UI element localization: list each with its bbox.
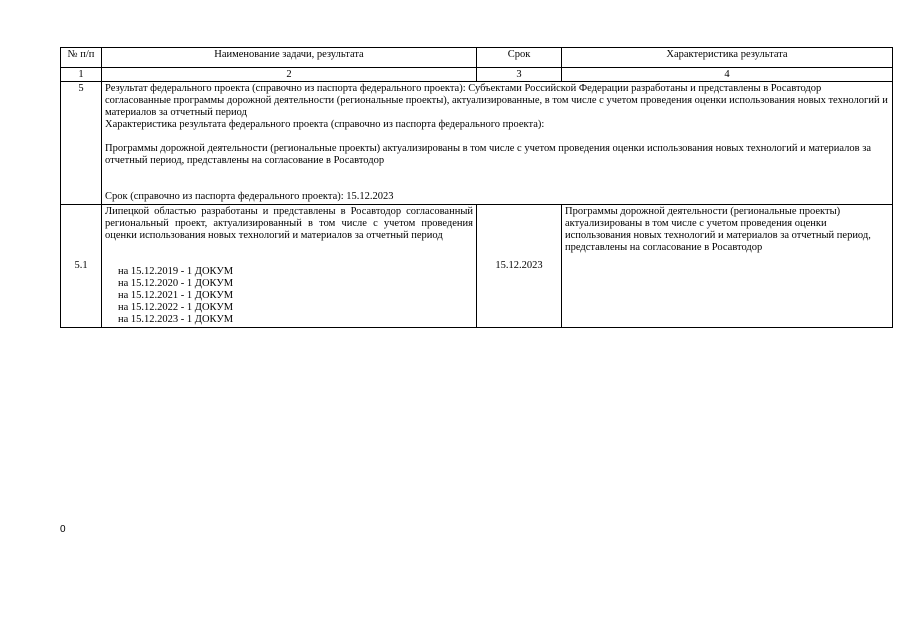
row-5-1-num: 5.1 [61,205,102,328]
document-item: на 15.12.2021 - 1 ДОКУМ [118,290,234,301]
results-table [60,47,893,328]
footer-marker: 0 [60,524,66,535]
table-row-5 [61,82,893,205]
row-5-num: 5 [61,82,102,205]
row-5-content [102,82,893,205]
column-number: 1 [61,68,102,82]
row-5-1-term: 15.12.2023 [477,205,562,328]
row-5-1-characteristic: Программы дорожной деятельности (региональные проекты) актуализированы в том числе с учетом проведения оценки использования новых технологий и материалов за отчетный период, представлены на согласование в Росавтодор [562,205,893,328]
task-text: Липецкой областью разработаны и представлены в Росавтодор согласованный региональный проект, актуализированный в том числе с учетом проведения оценки использования новых технологий и материалов за отчетный период [105,206,473,241]
header-row [61,48,893,68]
table-row-5-1 [61,205,893,328]
document-item: на 15.12.2020 - 1 ДОКУМ [118,278,234,289]
header-num: № п/п [61,48,102,68]
row-5-1-task [102,205,477,328]
header-characteristic: Характеристика результата [562,48,893,68]
characteristic-label: Характеристика результата федерального проекта (справочно из паспорта федерального проекта): [105,119,545,130]
header-term: Срок [477,48,562,68]
column-number-row [61,68,893,82]
characteristic-text: Программы дорожной деятельности (региональные проекты) актуализированы в том числе с учетом проведения оценки использования новых технологий и материалов за отчетный период, представлены на согласование в Росавтодор [105,143,872,166]
column-number: 3 [477,68,562,82]
column-number: 2 [102,68,477,82]
federal-result-line: Результат федерального проекта (справочно из паспорта федерального проекта): Субъектами Российской Федерации разработаны и представлены в Росавтодор согласованные программы дорожной деятельности (региональные проекты), актуализированные, в том числе с учетом проведения оценки использования новых технологий и материалов за отчетный период [105,83,888,118]
document-item: на 15.12.2022 - 1 ДОКУМ [118,302,234,313]
document-list [105,266,473,326]
federal-deadline-line: Срок (справочно из паспорта федерального проекта): 15.12.2023 [105,191,394,202]
column-number: 4 [562,68,893,82]
header-name: Наименование задачи, результата [102,48,477,68]
document-item: на 15.12.2019 - 1 ДОКУМ [118,266,234,277]
document-item: на 15.12.2023 - 1 ДОКУМ [118,314,234,325]
